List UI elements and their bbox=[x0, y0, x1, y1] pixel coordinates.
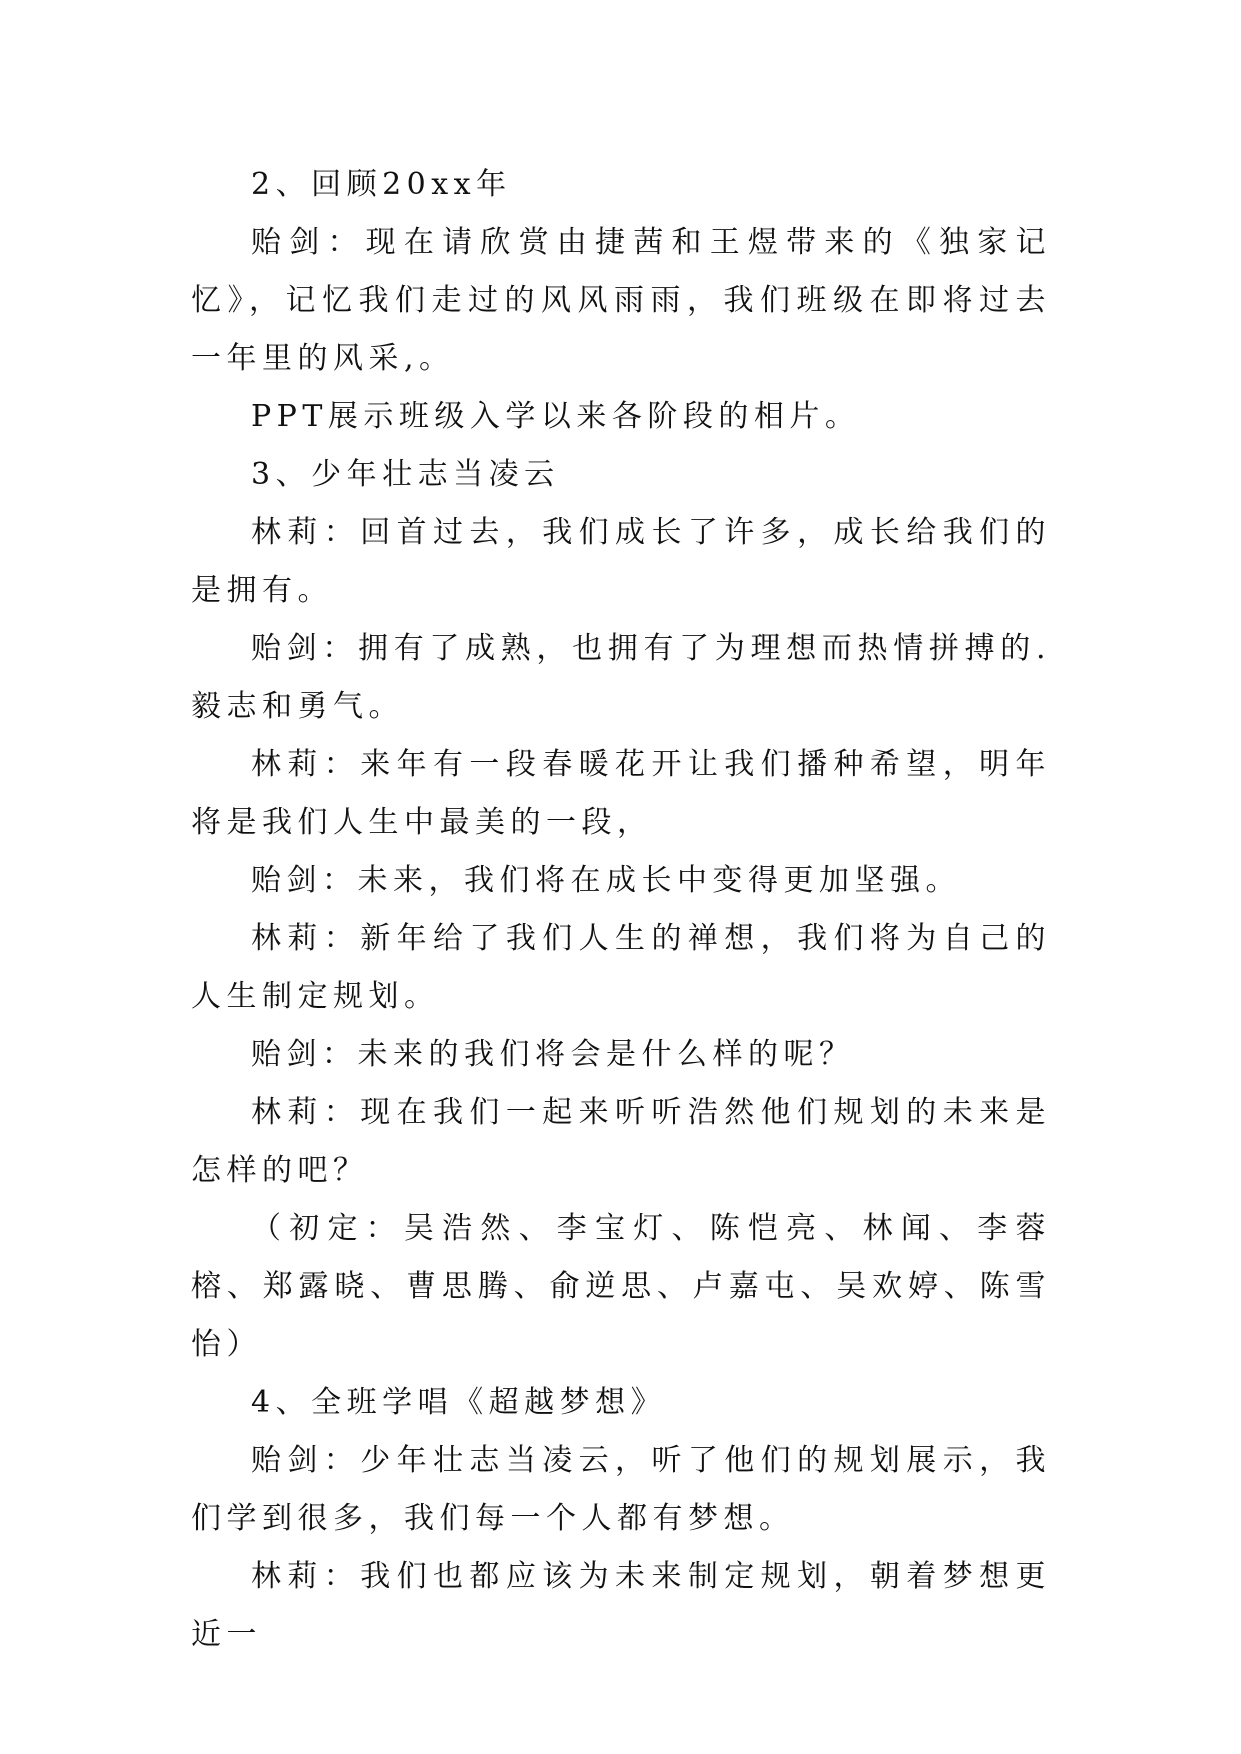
dialogue-paragraph: 林莉：新年给了我们人生的禅想，我们将为自己的人生制定规划。 bbox=[191, 921, 1051, 1014]
dialogue-paragraph: 贻剑：现在请欣赏由捷茜和王煜带来的《独家记忆》，记忆我们走过的风风雨雨，我们班级在即将过去一年里的风采,。 bbox=[191, 225, 1051, 376]
section-heading-song: 4、全班学唱《超越梦想》 bbox=[251, 1385, 667, 1420]
participants-note: （初定：吴浩然、李宝灯、陈恺亮、林闻、李蓉榕、郑露晓、曹思腾、俞逆思、卢嘉屯、吴欢婷、陈雪怡） bbox=[191, 1211, 1051, 1362]
document-page bbox=[191, 156, 1051, 1664]
dialogue-paragraph: 贻剑：少年壮志当凌云，听了他们的规划展示，我们学到很多，我们每一个人都有梦想。 bbox=[191, 1443, 1051, 1536]
dialogue-paragraph: 贻剑：未来的我们将会是什么样的呢？ bbox=[251, 1037, 855, 1072]
dialogue-paragraph: 贻剑：拥有了成熟，也拥有了为理想而热情拼搏的.毅志和勇气。 bbox=[191, 631, 1051, 724]
dialogue-paragraph: 林莉：我们也都应该为未来制定规划，朝着梦想更近一 bbox=[191, 1559, 1051, 1652]
dialogue-paragraph: 林莉：回首过去，我们成长了许多，成长给我们的是拥有。 bbox=[191, 515, 1051, 608]
dialogue-paragraph: 林莉：来年有一段春暖花开让我们播种希望，明年将是我们人生中最美的一段， bbox=[191, 747, 1051, 840]
section-heading-ambition: 3、少年壮志当凌云 bbox=[251, 457, 560, 492]
stage-direction-paragraph: PPT展示班级入学以来各阶段的相片。 bbox=[251, 399, 861, 434]
section-heading-review: 2、回顾20xx年 bbox=[251, 167, 512, 202]
dialogue-paragraph: 林莉：现在我们一起来听听浩然他们规划的未来是怎样的吧？ bbox=[191, 1095, 1051, 1188]
dialogue-paragraph: 贻剑：未来，我们将在成长中变得更加坚强。 bbox=[251, 863, 961, 898]
